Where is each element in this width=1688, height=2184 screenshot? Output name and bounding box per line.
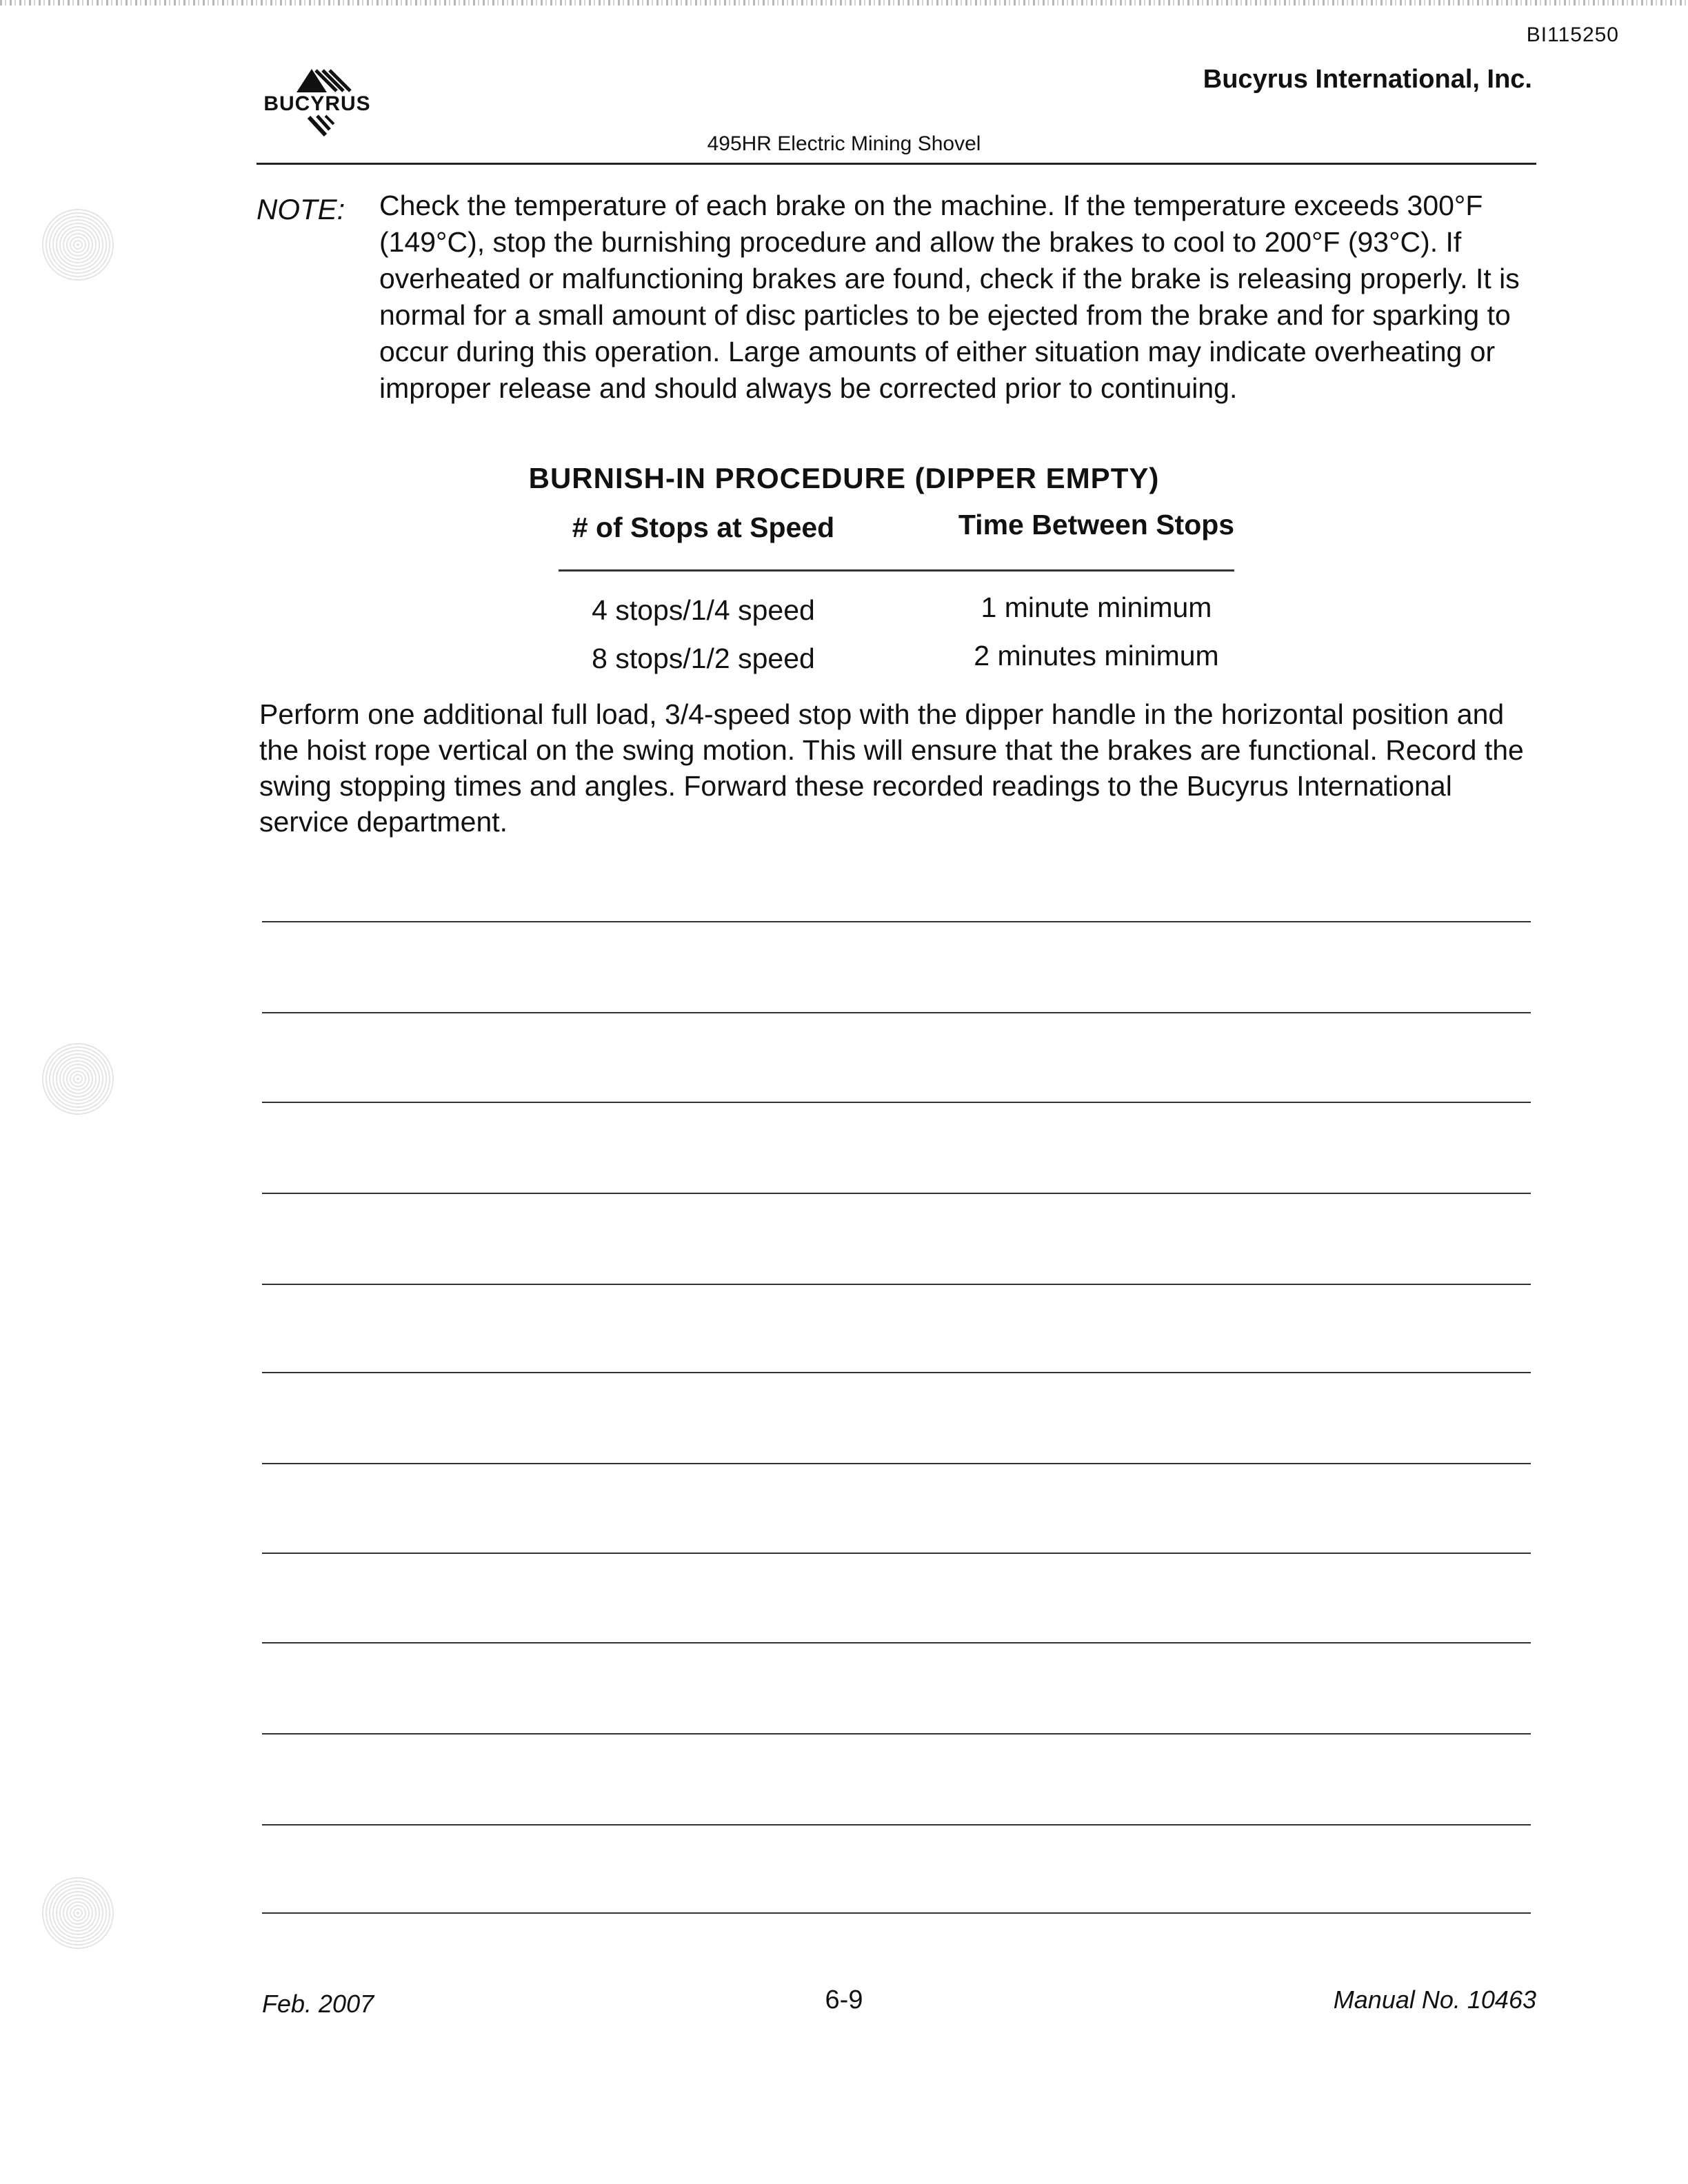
note-writing-line: [262, 1463, 1531, 1464]
table-cell-stops: 4 stops/1/4 speed: [592, 594, 815, 626]
table-cell-time: 2 minutes minimum: [974, 640, 1219, 671]
note-writing-line: [262, 1372, 1531, 1373]
logo-wordmark: BUCYRUS: [263, 92, 371, 115]
table-cell-time: 1 minute minimum: [981, 592, 1212, 623]
footer-date: Feb. 2007: [262, 1990, 374, 2018]
note-writing-line: [262, 1193, 1531, 1194]
note-label: NOTE:: [257, 193, 345, 225]
note-writing-line: [262, 1733, 1531, 1735]
note-writing-line: [262, 1642, 1531, 1644]
punch-hole: [40, 1041, 116, 1117]
page-number: 6-9: [825, 1985, 863, 2014]
document-subtitle: 495HR Electric Mining Shovel: [707, 132, 981, 155]
table-title: BURNISH-IN PROCEDURE (DIPPER EMPTY): [528, 462, 1160, 494]
table-cell-stops: 8 stops/1/2 speed: [592, 643, 815, 674]
note-writing-line: [262, 1012, 1531, 1013]
note-text: Check the temperature of each brake on the machine. If the temperature exceeds 300°F (149°C), stop the burnishing procedure and allow the brakes to cool to 200°F (93°C). If overheated or malfunctioning brakes are found, check if the brake is releasing properly. It is normal for a small amount of disc particles to be ejected from the brake and for sparking to occur during this operation. Large amounts of either situation may indicate overheating or improper release and should always be corrected prior to continuing.: [379, 190, 1520, 404]
punch-hole: [40, 1875, 116, 1951]
scan-edge: [0, 0, 1688, 6]
document-id: BI115250: [1526, 23, 1619, 46]
note-writing-line: [262, 1102, 1531, 1103]
table-header-time: Time Between Stops: [958, 509, 1235, 540]
table-header-stops: # of Stops at Speed: [572, 512, 835, 543]
note-writing-line: [262, 1553, 1531, 1554]
note-writing-line: [262, 1284, 1531, 1285]
company-name: Bucyrus International, Inc.: [1203, 65, 1532, 94]
punch-hole: [40, 207, 116, 283]
note-writing-line: [262, 1824, 1531, 1826]
note-writing-line: [262, 1912, 1531, 1914]
header-divider: [257, 163, 1536, 165]
manual-number: Manual No. 10463: [1333, 1985, 1536, 2014]
note-writing-line: [262, 921, 1531, 922]
table-divider: [559, 569, 1234, 572]
procedure-paragraph: Perform one additional full load, 3/4-speed stop with the dipper handle in the horizontal position and the hoist rope vertical on the swing motion. This will ensure that the brakes are functional. Record the swing stopping times and angles. Forward these recorded readings to the Bucyrus International service department.: [259, 698, 1524, 838]
